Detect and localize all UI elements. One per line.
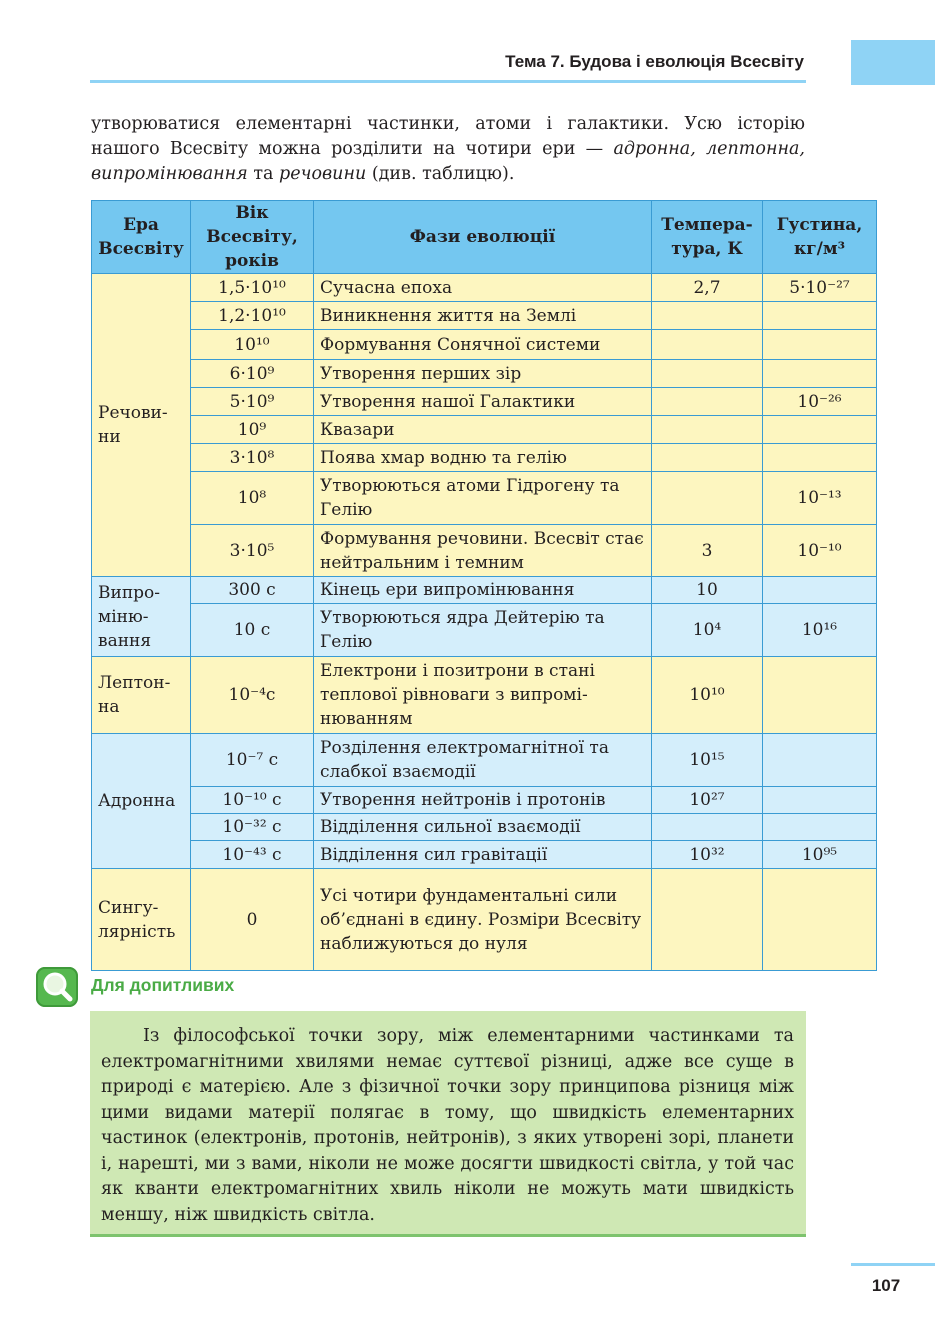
phase-cell: Сучасна епоха (314, 274, 652, 302)
evolution-table (91, 200, 877, 971)
temp-cell: 10 (652, 577, 763, 604)
age-cell: 10⁻¹⁰ с (191, 787, 314, 814)
density-cell: 10⁻¹⁰ (763, 525, 877, 577)
phase-cell: Усі чотири фундаментальні сили об’єднані в єдину. Розміри Всесвіту наближуються до нуля (314, 869, 652, 971)
page-number: 107 (871, 1276, 901, 1295)
density-cell: 10⁹⁵ (763, 841, 877, 869)
era-cell-singularity: Сингулярність (92, 869, 191, 971)
phase-cell: Квазари (314, 416, 652, 444)
table-row (92, 841, 877, 869)
temp-cell: 10¹⁰ (652, 657, 763, 734)
age-cell: 10⁻³² с (191, 814, 314, 841)
intro-text-3: (див. таблицю). (366, 164, 515, 184)
intro-era-last: речовини (279, 164, 367, 184)
era-cell-radiation: Випромінювання (92, 577, 191, 657)
age-cell: 0 (191, 869, 314, 971)
temp-cell: 10¹⁵ (652, 734, 763, 787)
phase-cell: Утворюються атоми Гідрогену та Гелію (314, 472, 652, 525)
density-cell (763, 657, 877, 734)
temp-cell (652, 302, 763, 330)
table-row (92, 787, 877, 814)
era-cell-hadron: Адронна (92, 734, 191, 869)
age-cell: 10⁻⁴³ с (191, 841, 314, 869)
age-cell: 10⁻⁷ с (191, 734, 314, 787)
table-row (92, 869, 877, 971)
table-row (92, 577, 877, 604)
density-cell: 10⁻¹³ (763, 472, 877, 525)
density-cell (763, 787, 877, 814)
density-cell (763, 302, 877, 330)
phase-cell: Розділення електромагнітної та слабкої взаємодії (314, 734, 652, 787)
table-row (92, 330, 877, 360)
curious-title: Для допитливих (91, 975, 235, 995)
phase-cell: Утворюються ядра Дейтерію та Гелію (314, 604, 652, 657)
header-divider (90, 80, 806, 83)
phase-cell: Утворення перших зір (314, 360, 652, 388)
curious-box (90, 1011, 806, 1237)
density-cell (763, 869, 877, 971)
density-cell (763, 577, 877, 604)
temp-cell: 2,7 (652, 274, 763, 302)
phase-cell: Утворення нашої Галактики (314, 388, 652, 416)
table-row (92, 274, 877, 302)
phase-cell: Кінець ери випромінювання (314, 577, 652, 604)
temp-cell (652, 360, 763, 388)
table-header-row (92, 201, 877, 274)
table-row (92, 302, 877, 330)
density-cell (763, 330, 877, 360)
table-row (92, 360, 877, 388)
intro-era-names: адронна, лептонна, випромінювання (91, 139, 805, 184)
age-cell: 1,5·10¹⁰ (191, 274, 314, 302)
phase-cell: Формування Сонячної системи (314, 330, 652, 360)
table-row (92, 525, 877, 577)
curious-text: Із філософської точки зору, між елементарними частинками та електромагнітними хвилями немає суттєвої різниці, адже все суще в природі є матерією. Але з фізичної точки зору принципова різниця між цими видами матерії полягає в тому, що швидкість елементарних частинок (електронів, протонів, нейтронів), з яких утворені зорі, планети і, нарешті, ми з вами, ніколи не може досягти швидкості світла, у той час як кванти електромагнітних хвиль ніколи не можуть мати швидкість меншу, ніж швидкість світла. (101, 1026, 794, 1225)
age-cell: 3·10⁸ (191, 444, 314, 472)
phase-cell: Утворення нейтронів і протонів (314, 787, 652, 814)
phase-cell: Електрони і позитрони в стані теплової рівноваги з випромінюванням (314, 657, 652, 734)
temp-cell (652, 814, 763, 841)
temp-cell: 10³² (652, 841, 763, 869)
footer-divider (851, 1263, 935, 1266)
age-cell: 1,2·10¹⁰ (191, 302, 314, 330)
age-cell: 300 с (191, 577, 314, 604)
density-cell: 10⁻²⁶ (763, 388, 877, 416)
age-cell: 10⁻⁴с (191, 657, 314, 734)
phase-cell: Відділення сил гравітації (314, 841, 652, 869)
table-row (92, 444, 877, 472)
table-row (92, 416, 877, 444)
age-cell: 10⁹ (191, 416, 314, 444)
temp-cell (652, 416, 763, 444)
temp-cell: 10⁴ (652, 604, 763, 657)
age-cell: 3·10⁵ (191, 525, 314, 577)
temp-cell (652, 388, 763, 416)
header-temp: Температура, К (652, 201, 763, 274)
table-row (92, 388, 877, 416)
header-phase: Фази еволюції (314, 201, 652, 274)
phase-cell: Відділення сильної взаємодії (314, 814, 652, 841)
header-color-block (851, 40, 935, 85)
density-cell (763, 360, 877, 388)
phase-cell: Виникнення життя на Землі (314, 302, 652, 330)
temp-cell (652, 869, 763, 971)
age-cell: 6·10⁹ (191, 360, 314, 388)
age-cell: 10⁸ (191, 472, 314, 525)
header-density: Густина, кг/м³ (763, 201, 877, 274)
intro-text-2: та (247, 164, 280, 184)
era-cell-lepton: Лептонна (92, 657, 191, 734)
density-cell (763, 416, 877, 444)
temp-cell (652, 330, 763, 360)
table-row (92, 734, 877, 787)
intro-text-1: утворюватися елементарні частинки, атоми і галактики. Усю історію нашого Всесвіту можна розділити на чотири ери — (91, 114, 805, 159)
table-row (92, 657, 877, 734)
temp-cell: 3 (652, 525, 763, 577)
density-cell: 5·10⁻²⁷ (763, 274, 877, 302)
table-row (92, 814, 877, 841)
header-era: Ера Всесвіту (92, 201, 191, 274)
age-cell: 5·10⁹ (191, 388, 314, 416)
table-row (92, 604, 877, 657)
era-cell-matter: Речовини (92, 274, 191, 577)
temp-cell (652, 444, 763, 472)
age-cell: 10¹⁰ (191, 330, 314, 360)
density-cell (763, 444, 877, 472)
page-header-title: Тема 7. Будова і еволюція Всесвіту (505, 52, 804, 71)
temp-cell: 10²⁷ (652, 787, 763, 814)
density-cell (763, 814, 877, 841)
temp-cell (652, 472, 763, 525)
density-cell: 10¹⁶ (763, 604, 877, 657)
phase-cell: Поява хмар водню та гелію (314, 444, 652, 472)
magnifier-icon (36, 967, 78, 1007)
phase-cell: Формування речовини. Всесвіт стає нейтральним і темним (314, 525, 652, 577)
density-cell (763, 734, 877, 787)
header-age: Вік Всесвіту, років (191, 201, 314, 274)
intro-paragraph (91, 112, 805, 187)
table-row (92, 472, 877, 525)
age-cell: 10 с (191, 604, 314, 657)
